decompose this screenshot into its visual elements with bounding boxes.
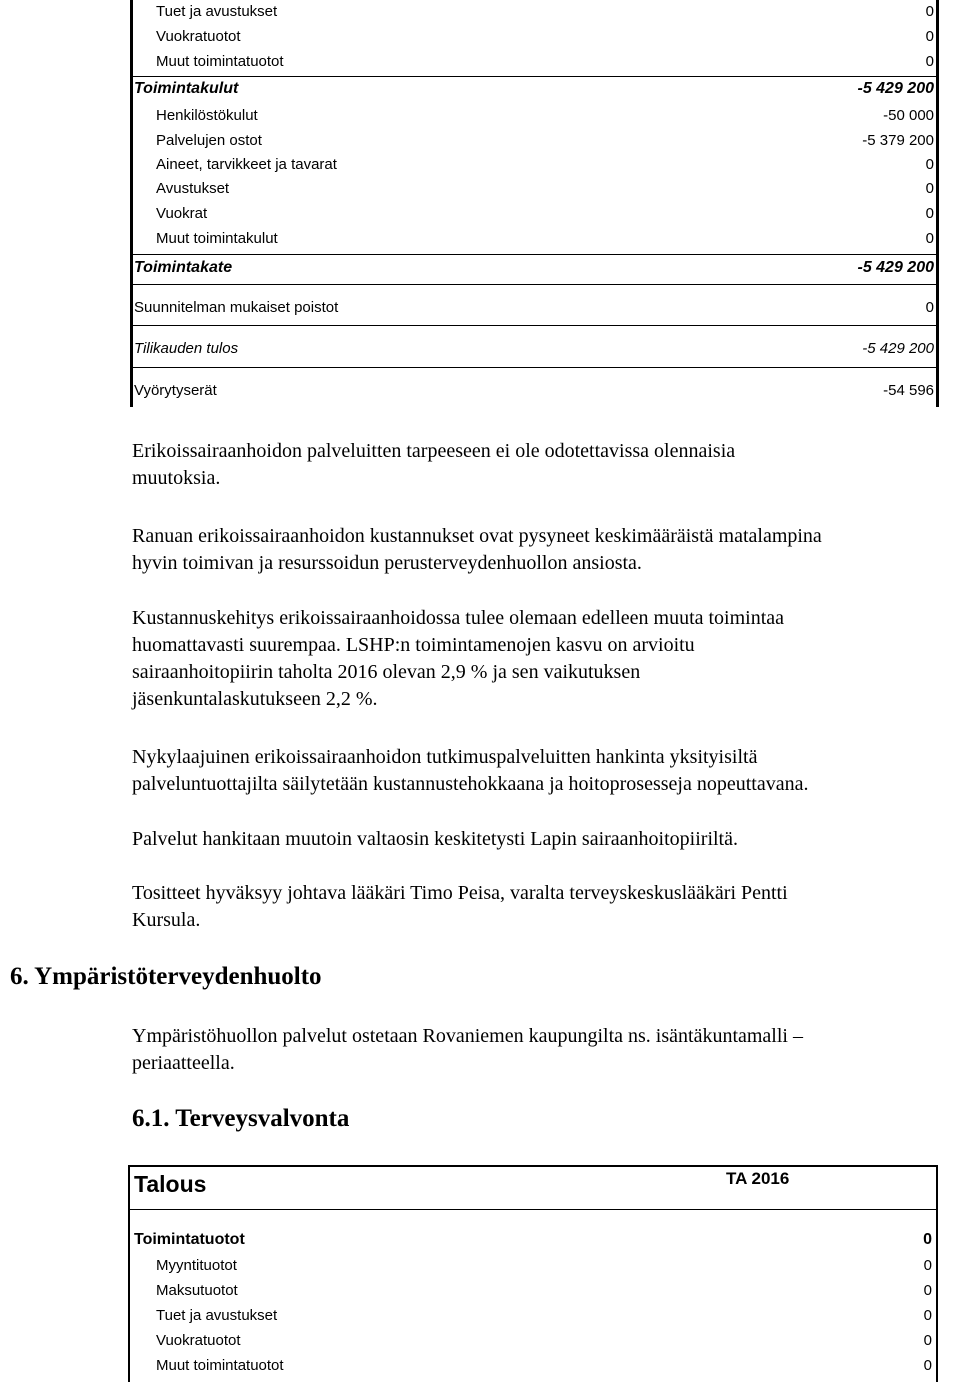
row-value: 0 [925,180,934,197]
economy-table-top [130,0,938,407]
header-divider [128,1209,938,1210]
row-label: Aineet, tarvikkeet ja tavarat [156,156,337,173]
row-value: 0 [923,1332,932,1349]
table-row [128,1328,934,1353]
table-row-total [130,77,936,101]
table-row [130,296,936,320]
table-top-border [128,1165,936,1167]
row-value: -54 596 [883,382,934,399]
paragraph-line: periaatteella. [132,1052,235,1074]
table-row [130,50,936,74]
table-title: Talous [134,1171,207,1197]
paragraph-line: sairaanhoitopiirin taholta 2016 olevan 2,9 % ja sen vaikutuksen [132,661,641,683]
paragraph-line: Tositteet hyväksyy johtava lääkäri Timo Peisa, varalta terveyskeskuslääkäri Pentti [132,882,788,904]
paragraph-line: Kustannuskehitys erikoissairaanhoidossa tulee olemaan edelleen muuta toimintaa [132,607,785,629]
row-label: Muut toimintatuotot [156,53,284,70]
row-label: Palvelujen ostot [156,132,262,149]
paragraph-line: jäsenkuntalaskutukseen 2,2 %. [132,688,378,710]
paragraph [132,744,958,798]
paragraph-line: palveluntuottajilta säilytetään kustannustehokkaana ja hoitoprosesseja nopeuttavana. [132,773,809,795]
table-row [128,1278,934,1303]
paragraph-line: huomattavasti suurempaa. LSHP:n toimintamenojen kasvu on arvioitu [132,634,695,656]
row-value: 0 [925,28,934,45]
paragraph [132,826,958,853]
paragraph [132,523,958,577]
paragraph-line: Nykylaajuinen erikoissairaanhoidon tutkimuspalveluitten hankinta yksityisiltä [132,746,758,768]
table-row [130,0,936,24]
row-value: 0 [923,1231,932,1248]
row-label: Muut toimintatuotot [156,1357,284,1374]
row-label: Suunnitelman mukaiset poistot [134,299,339,316]
paragraph [132,605,958,713]
row-label: Maksutuotot [156,1282,238,1299]
paragraph [132,1023,958,1077]
row-value: 0 [923,1257,932,1274]
row-label: Tuet ja avustukset [156,3,278,20]
paragraph [132,880,958,934]
row-value: 0 [925,156,934,173]
row-value: 0 [925,3,934,20]
row-value: -5 429 200 [857,259,934,276]
paragraph-line: hyvin toimivan ja resurssoidun perusterveydenhuollon ansiosta. [132,552,642,574]
table-row [130,379,936,403]
row-value: -50 000 [883,107,934,124]
paragraph-line: Ranuan erikoissairaanhoidon kustannukset ovat pysyneet keskimääräistä matalampina [132,525,822,547]
table-row [128,1303,934,1328]
row-label: Avustukset [156,180,230,197]
paragraph-line: Ympäristöhuollon palvelut ostetaan Rovaniemen kaupungilta ns. isäntäkuntamalli – [132,1025,803,1047]
row-value: 0 [925,299,934,316]
row-divider [130,284,936,285]
row-label: Vuokratuotot [156,28,241,45]
section-heading: 6. Ympäristöterveydenhuolto [10,963,322,990]
row-value: 0 [923,1357,932,1374]
row-label: Vuokrat [156,205,208,222]
row-value: -5 429 200 [862,340,934,357]
paragraph-line: Palvelut hankitaan muutoin valtaosin keskitetysti Lapin sairaanhoitopiiriltä. [132,828,738,850]
table-right-border [936,0,939,407]
row-label: Toimintakate [134,259,233,276]
table-row-total [130,256,936,280]
row-value: 0 [925,205,934,222]
paragraph-line: muutoksia. [132,467,221,489]
row-value: 0 [923,1307,932,1324]
table-row [128,1253,934,1278]
row-value: -5 379 200 [862,132,934,149]
table-row [130,129,936,153]
row-label: Tilikauden tulos [134,340,239,357]
table-row [130,337,936,361]
row-value: -5 429 200 [857,80,934,97]
subsection-heading: 6.1. Terveysvalvonta [132,1105,350,1132]
row-label: Toimintakulut [134,80,239,97]
table-row-total [128,1227,934,1252]
paragraph-line: Erikoissairaanhoidon palveluitten tarpeeseen ei ole odotettavissa olennaisia [132,440,736,462]
row-value: 0 [925,230,934,247]
column-header: TA 2016 [726,1169,790,1188]
table-row [130,227,936,251]
row-value: 0 [923,1282,932,1299]
row-divider [130,325,936,326]
row-divider [130,254,936,255]
table-row [130,104,936,128]
row-divider [130,367,936,368]
row-label: Henkilöstökulut [156,107,258,124]
row-value: 0 [925,53,934,70]
economy-table-bottom [128,1165,938,1382]
row-label: Muut toimintakulut [156,230,278,247]
table-row [130,177,936,201]
table-row [130,153,936,177]
row-label: Toimintatuotot [134,1231,245,1248]
table-row [128,1353,934,1378]
paragraph-line: Kursula. [132,909,201,931]
row-label: Myyntituotot [156,1257,237,1274]
row-label: Tuet ja avustukset [156,1307,278,1324]
paragraph [132,438,958,492]
table-right-border [936,1165,938,1382]
row-label: Vyörytyserät [134,382,217,399]
table-row [130,202,936,226]
row-label: Vuokratuotot [156,1332,241,1349]
table-row [130,25,936,49]
